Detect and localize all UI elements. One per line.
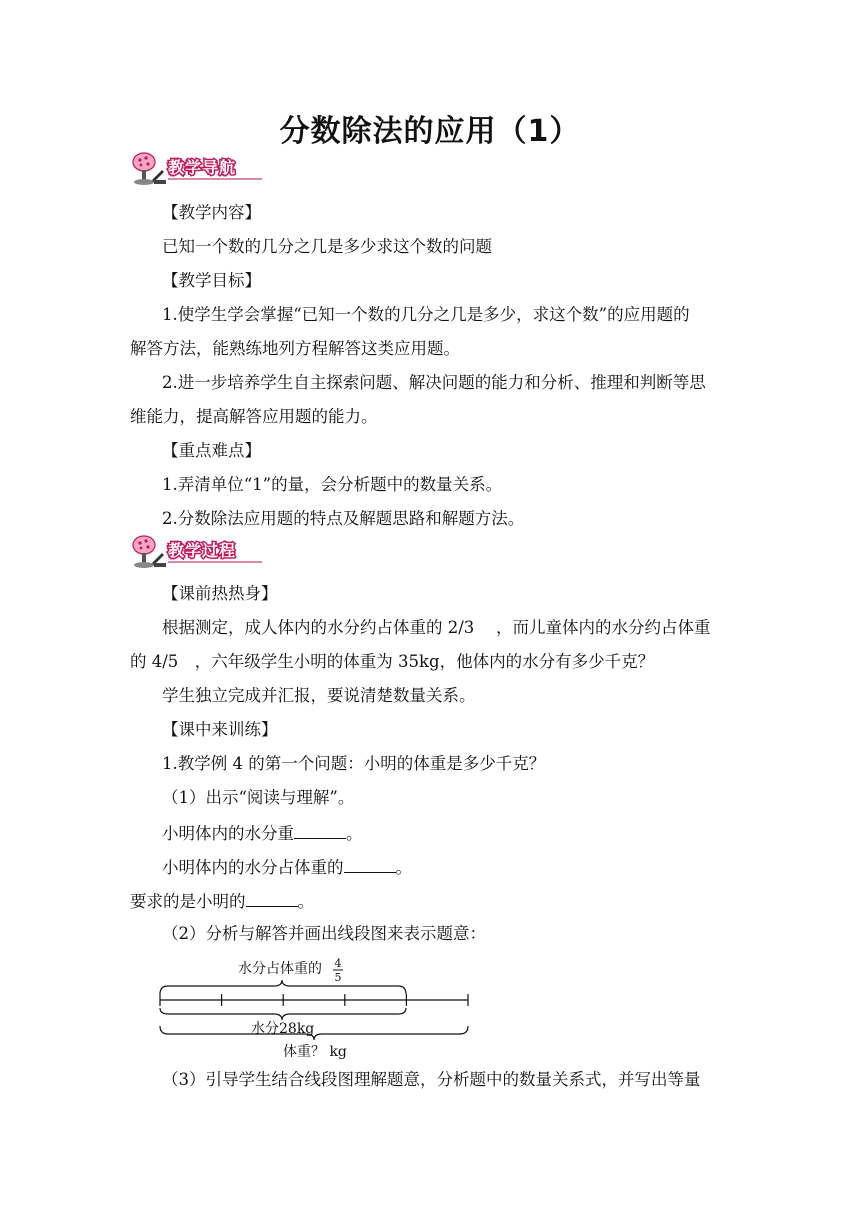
lamp-icon xyxy=(128,150,168,190)
diagram-top-label: 水分占体重的 xyxy=(238,961,322,977)
section-header-label: 教学导航 xyxy=(168,158,237,177)
fill-blank-end: 。 xyxy=(297,892,314,911)
header-underline xyxy=(168,561,262,563)
fill-blank-end: 。 xyxy=(346,824,363,843)
goal2-line1: 2.进一步培养学生自主探索问题、解决问题的能力和分析、推理和判断等思 xyxy=(162,373,706,392)
header-underline xyxy=(168,178,262,180)
answer-blank xyxy=(294,822,346,839)
diagram-middle-label: 水分28kg xyxy=(251,1021,315,1037)
warmup-line3: 学生独立完成并汇报，要说清楚数量关系。 xyxy=(162,686,476,705)
warmup-line2: 的 4/5 ，六年级学生小明的体重为 35kg，他体内的水分有多少千克？ xyxy=(130,652,655,671)
key-point-2: 2.分数除法应用题的特点及解题思路和解题方法。 xyxy=(162,509,525,528)
section-header-teaching-process xyxy=(128,533,262,573)
practice-item-2: （1）出示“阅读与理解”。 xyxy=(162,788,355,807)
fill-blank-text: 要求的是小明的 xyxy=(130,892,246,911)
lamp-icon xyxy=(128,533,168,573)
practice-item-1: 1.教学例 4 的第一个问题：小明的体重是多少千克？ xyxy=(162,754,546,773)
content-label: 【教学内容】 xyxy=(162,203,261,222)
fill-blank-text: 小明体内的水分占体重的 xyxy=(162,858,344,877)
practice-item-7: （3）引导学生结合线段图理解题意，分析题中的数量关系式，并写出等量 xyxy=(162,1070,701,1089)
fill-blank-water-weight xyxy=(162,822,363,844)
answer-blank xyxy=(246,890,298,907)
content-text: 已知一个数的几分之几是多少求这个数的问题 xyxy=(162,237,492,256)
fraction-denominator: 5 xyxy=(334,971,342,984)
goal-label: 【教学目标】 xyxy=(162,271,261,290)
section-header-label: 教学过程 xyxy=(168,541,237,560)
goal2-line2: 维能力，提高解答应用题的能力。 xyxy=(130,407,378,426)
key-point-1: 1.弄清单位“1”的量，会分析题中的数量关系。 xyxy=(162,475,503,494)
goal1-line2: 解答方法，能熟练地列方程解答这类应用题。 xyxy=(130,339,460,358)
line-segment-diagram xyxy=(150,952,480,1064)
practice-item-6: （2）分析与解答并画出线段图来表示题意： xyxy=(162,924,486,943)
key-label: 【重点难点】 xyxy=(162,441,261,460)
section-header-teaching-guide xyxy=(128,150,262,190)
fill-blank-target xyxy=(130,890,314,912)
diagram-bottom-label: 体重？ kg xyxy=(283,1044,347,1060)
fill-blank-text: 小明体内的水分重 xyxy=(162,824,294,843)
top-brace xyxy=(160,980,406,994)
practice-label: 【课中来训练】 xyxy=(162,720,278,739)
goal1-line1: 1.使学生学会掌握“已知一个数的几分之几是多少，求这个数”的应用题的 xyxy=(162,305,690,324)
fraction-numerator: 4 xyxy=(334,957,342,970)
answer-blank xyxy=(344,856,396,873)
water-brace xyxy=(160,1008,406,1020)
warmup-line1: 根据测定，成人体内的水分约占体重的 2/3 ，而儿童体内的水分约占体重 xyxy=(162,618,711,637)
page-title: 分数除法的应用（1） xyxy=(279,114,581,149)
fill-blank-water-fraction xyxy=(162,856,412,878)
fill-blank-end: 。 xyxy=(395,858,412,877)
warmup-label: 【课前热热身】 xyxy=(162,584,278,603)
